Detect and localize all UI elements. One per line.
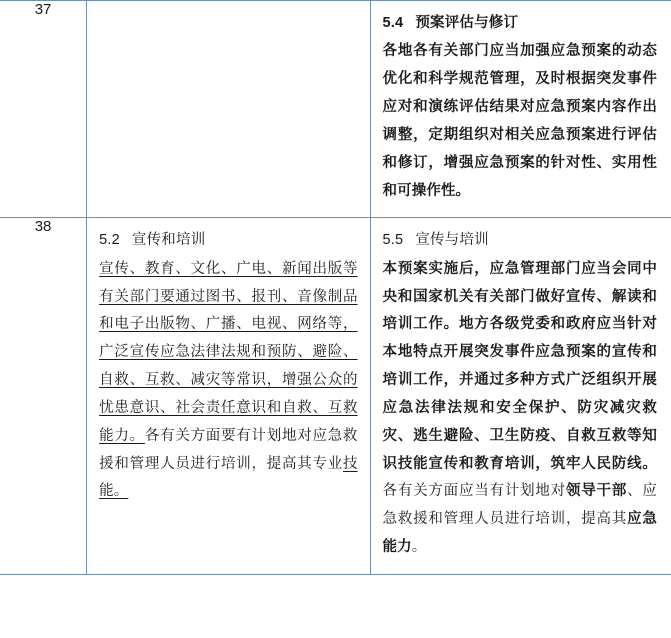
middle-content xyxy=(87,1,369,23)
table-row xyxy=(0,1,671,218)
section-heading xyxy=(383,11,657,36)
section-body xyxy=(99,256,357,506)
right-content xyxy=(371,1,671,217)
plain-passage-c: 。 xyxy=(411,539,427,555)
row-number: 37 xyxy=(34,1,52,18)
section-title: 宣传与培训 xyxy=(415,232,489,249)
tail-underlined-passage: 技能。 xyxy=(99,455,358,500)
row-right-cell xyxy=(370,1,671,218)
row-middle-cell xyxy=(87,1,370,218)
bold-passage-two: 领导干部 xyxy=(565,483,628,500)
section-body: 各地各有关部门应当加强应急预案的动态优化和科学规范管理，及时根据突发事件应对和演练评估结果对应急预案内容作出调整，定期组织对相关应急预案进行评估和修订，增强应急预案的针对性、实用性和可操作性。 xyxy=(382,43,657,199)
section-number: 5.4 xyxy=(382,15,404,31)
section-title: 宣传和培训 xyxy=(131,232,206,249)
table-row xyxy=(0,218,671,574)
bold-passage-one: 本预案实施后，应急管理部门应当会同中央和国家机关有关部门做好宣传、解读和培训工作。地方各级党委和政府应当针对本地特点开展突发事件应急预案的宣传和培训工作，并通过多种方式广泛组织开展应急法律法规和安全保护、防灾减灾救灾、逃生避险、卫生防疫、自救互救等知识技能宣传和教育培训，筑牢人民防线。 xyxy=(382,260,657,472)
plain-passage-b: 、应急救援和管理人员进行培训，提高其 xyxy=(382,483,657,528)
row-number-cell xyxy=(0,218,87,574)
row-number-cell xyxy=(0,1,87,218)
row-middle-cell xyxy=(87,218,370,574)
section-number: 5.2 xyxy=(99,232,120,249)
row-number: 38 xyxy=(34,218,52,236)
section-heading xyxy=(99,228,357,253)
underlined-passage: 宣传、教育、文化、广电、新闻出版等有关部门要通过图书、报刊、音像制品和电子出版物、广播、电视、网络等，广泛宣传应急法律法规和预防、避险、自救、互救、减灾等常识，增强公众的忧患意识、社会责任意识和自救、互救能力。 xyxy=(99,260,358,444)
right-content xyxy=(371,218,671,573)
section-title: 预案评估与修订 xyxy=(415,15,519,31)
row-right-cell xyxy=(370,218,671,574)
section-body xyxy=(383,256,657,562)
section-heading xyxy=(383,228,657,253)
plain-passage-a: 各有关方面应当有计划地对 xyxy=(382,483,566,500)
tail-passage: 各有关方面要有计划地对应急救援和管理人员进行培训，提高其专业 xyxy=(99,427,358,472)
middle-content xyxy=(87,218,369,518)
section-number: 5.5 xyxy=(382,232,404,249)
bold-passage-three: 应急能力 xyxy=(382,511,657,555)
